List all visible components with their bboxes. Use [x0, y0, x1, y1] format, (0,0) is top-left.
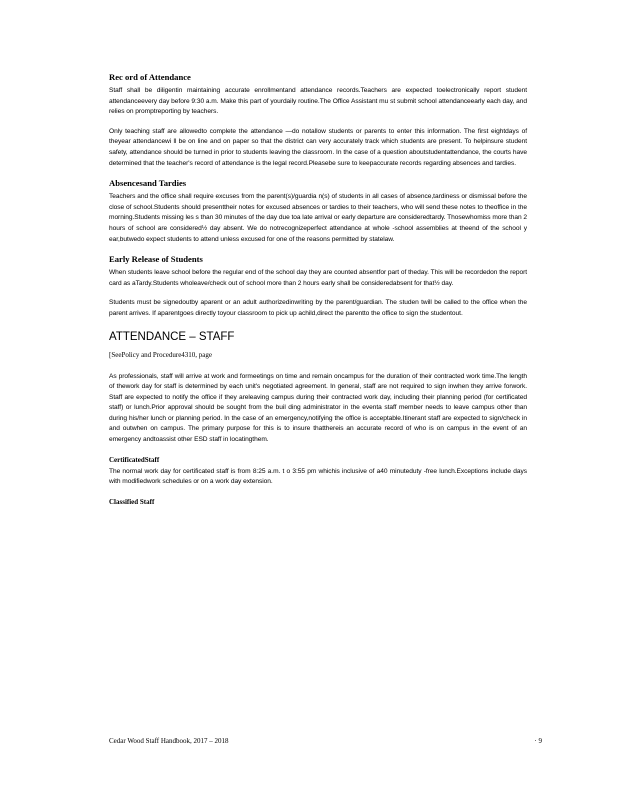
record-of-attendance-heading: Rec ord of Attendance — [109, 72, 191, 82]
policy-reference: [SeePolicy and Procedure4310, page — [109, 350, 213, 359]
record-of-attendance-paragraph-1: Staff shall be diligentin maintaining accurate enrollmentand attendance records.Teachers are expected toelectronically report student attendanceevery day before 9:30 a.m. Make this part of yourdaily routine.The Office Assistant mu st submit school attendanceearly each day, and relies on promptreporting by teachers. — [109, 87, 527, 116]
page-footer — [109, 737, 542, 745]
early-release-paragraph-2: Students must be signedoutby aparent or an adult authorizedinwriting by the parent/guardian. The studen twill be called to the office when the parent arrives. If aparentgoes directly toyour classroom to pick up achild,direct the parentto the office to sign the studentout. — [109, 299, 527, 317]
certificated-staff-heading: CertificatedStaff — [109, 455, 160, 464]
absences-tardies-paragraph: Teachers and the office shall require excuses from the parent(s)/guardia n(s) of students in all cases of absence,tardiness or dismissal before the close of school.Students should presenttheir notes for excused absences or tardies to their teachers, who will send these notes to theoffice in the morning.Students missing les s than 30 minutes of the day due toa late arrival or early departure are consideredtardy. Thosewhomiss more than 2 hours of school are considered½ day absent. We do notrecognizeperfect attendance at whole -school assemblies at theend of the school y ear,butwedo expect students to attend unless excused for one of the reasons permitted by statelaw. — [109, 193, 527, 243]
early-release-heading: Early Release of Students — [109, 254, 203, 265]
page-content — [109, 72, 527, 509]
classified-staff-heading: Classified Staff — [109, 497, 155, 506]
attendance-staff-paragraph: As professionals, staff will arrive at work and formeetings on time and remain oncampus for the duration of their contracted work time.The length of thework day for staff is determined by each unit's negotiated agreement. In general, staff are not required to sign inwhen they arrive forwork. Staff are expected to notify the office if they areleaving campus during their contracted work day, including their planning period (for certificated staff) or lunch.Prior approval should be sought from the buil ding administrator in the eventa staff member needs to leave campus other than during his/her lunch or planning period. In the case of an emergency,notifying the office is acceptable.Itinerant staff are expected to sign/check in and outwhen on campus. The primary purpose for this is to insure thatthereis an accurate record of who is on campus in the event of an emergency andtoassist other ESD staff in locatingthem. — [109, 372, 527, 444]
footer-handbook-title: Cedar Wood Staff Handbook, 2017 – 2018 — [109, 737, 229, 745]
early-release-paragraph-1: When students leave school before the regular end of the school day they are counted absentfor part of theday. This will be recordedon the report card as aTardy.Students wholeave/check out of school more than 2 hours early shall be consideredabsent for that½ day. — [109, 269, 527, 287]
absences-tardies-heading: Absencesand Tardies — [109, 178, 187, 189]
certificated-staff-paragraph: The normal work day for certificated staff is from 8:25 a.m. t o 3:55 pm whichis inclusive of a40 minuteduty -free lunch.Exceptions include days with modifiedwork schedules or on a work day extension. — [109, 467, 527, 486]
record-of-attendance-paragraph-2: Only teaching staff are allowedto complete the attendance —do notallow students or parents to enter this information. The first eightdays of theyear attendancewi ll be on line and on paper so that the district can very accurately track which students are present. To helpinsure student safety, attendance should be turned in prior to students leaving the classroom. In the case of a question aboutstudentattendance, the courts have determined that the teacher's record of attendance is the legal record.Pleasebe sure to keepaccurate records regarding absences and tardies. — [109, 127, 527, 167]
attendance-staff-heading: ATTENDANCE – STAFF — [109, 330, 235, 343]
footer-page-number: · 9 — [534, 737, 542, 745]
